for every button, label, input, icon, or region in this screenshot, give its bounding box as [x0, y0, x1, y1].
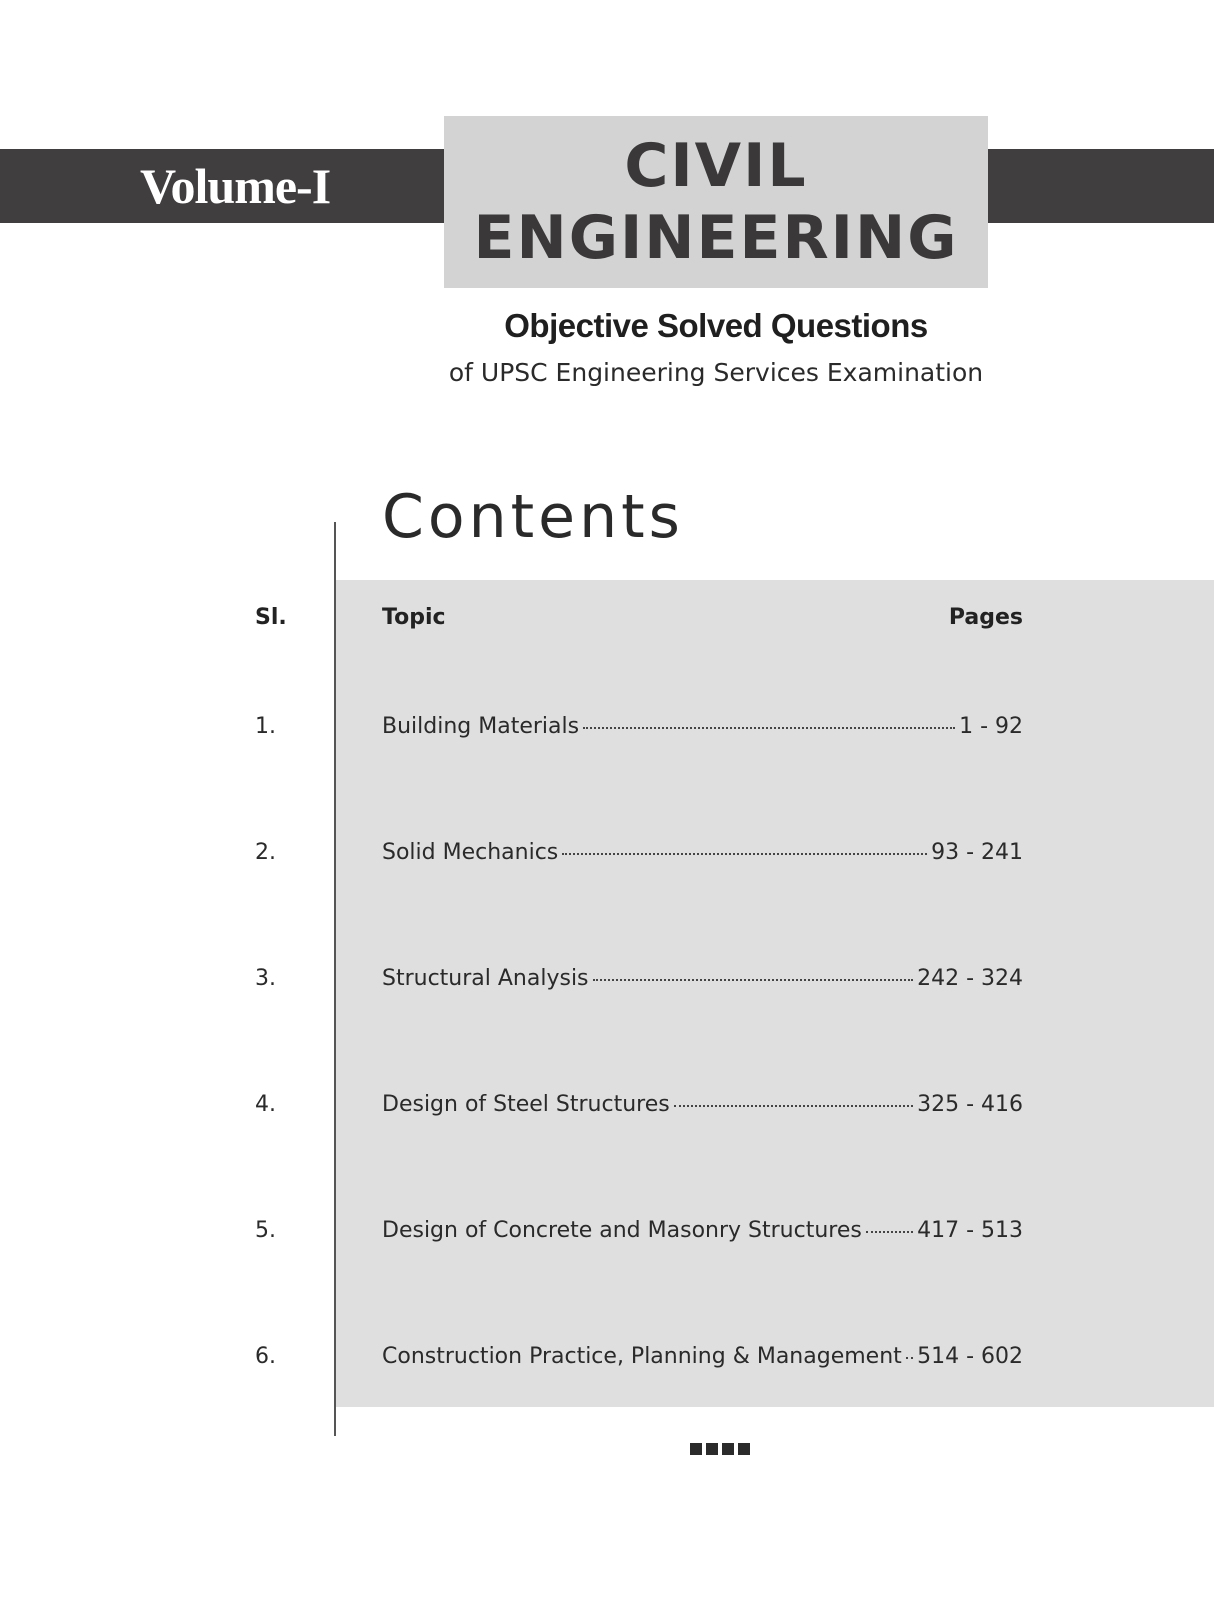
end-square-icon — [722, 1443, 734, 1455]
toc-row-topic: Solid Mechanics — [382, 840, 559, 865]
toc-row-pages: 93 - 241 — [931, 840, 1023, 865]
dot-leader — [593, 979, 914, 981]
title-line-1: CIVIL — [624, 131, 808, 201]
end-of-section-marks — [690, 1443, 750, 1455]
toc-row-line — [382, 966, 1023, 991]
toc-row-line — [382, 714, 1023, 739]
column-header-topic: Topic — [382, 605, 446, 630]
title-box — [444, 116, 988, 288]
end-square-icon — [738, 1443, 750, 1455]
title-line-2: ENGINEERING — [473, 203, 959, 273]
toc-row-pages: 514 - 602 — [917, 1344, 1023, 1369]
volume-label: Volume-I — [140, 158, 331, 214]
toc-row-number: 6. — [255, 1344, 276, 1369]
dot-leader — [674, 1105, 913, 1107]
dot-leader — [866, 1231, 913, 1233]
dot-leader — [562, 853, 927, 855]
contents-heading: Contents — [382, 482, 684, 552]
toc-row-number: 1. — [255, 714, 276, 739]
toc-row-number: 3. — [255, 966, 276, 991]
end-square-icon — [706, 1443, 718, 1455]
column-header-sl: Sl. — [255, 605, 287, 630]
dot-leader — [906, 1357, 913, 1359]
subtitle: Objective Solved Questions — [504, 307, 928, 344]
toc-row-pages: 242 - 324 — [917, 966, 1023, 991]
toc-row-pages: 1 - 92 — [959, 714, 1023, 739]
toc-row-topic: Structural Analysis — [382, 966, 589, 991]
toc-row-pages: 325 - 416 — [917, 1092, 1023, 1117]
header-band-right — [988, 149, 1214, 223]
toc-row — [0, 1344, 1214, 1380]
toc-row-line — [382, 840, 1023, 865]
toc-row-pages: 417 - 513 — [917, 1218, 1023, 1243]
toc-row — [0, 714, 1214, 750]
toc-row — [0, 1218, 1214, 1254]
toc-row-topic: Construction Practice, Planning & Management — [382, 1344, 902, 1369]
dot-leader — [583, 727, 955, 729]
toc-row-line — [382, 1218, 1023, 1243]
toc-row-topic: Design of Steel Structures — [382, 1092, 670, 1117]
toc-row-line — [382, 1344, 1023, 1369]
end-square-icon — [690, 1443, 702, 1455]
toc-row — [0, 1092, 1214, 1128]
subtitle-secondary: of UPSC Engineering Services Examination — [448, 358, 984, 387]
toc-row-line — [382, 1092, 1023, 1117]
toc-row — [0, 966, 1214, 1002]
toc-row-number: 2. — [255, 840, 276, 865]
toc-row-topic: Design of Concrete and Masonry Structures — [382, 1218, 862, 1243]
toc-row-number: 5. — [255, 1218, 276, 1243]
toc-row-topic: Building Materials — [382, 714, 580, 739]
toc-row-number: 4. — [255, 1092, 276, 1117]
column-header-pages: Pages — [948, 605, 1023, 630]
toc-row — [0, 840, 1214, 876]
